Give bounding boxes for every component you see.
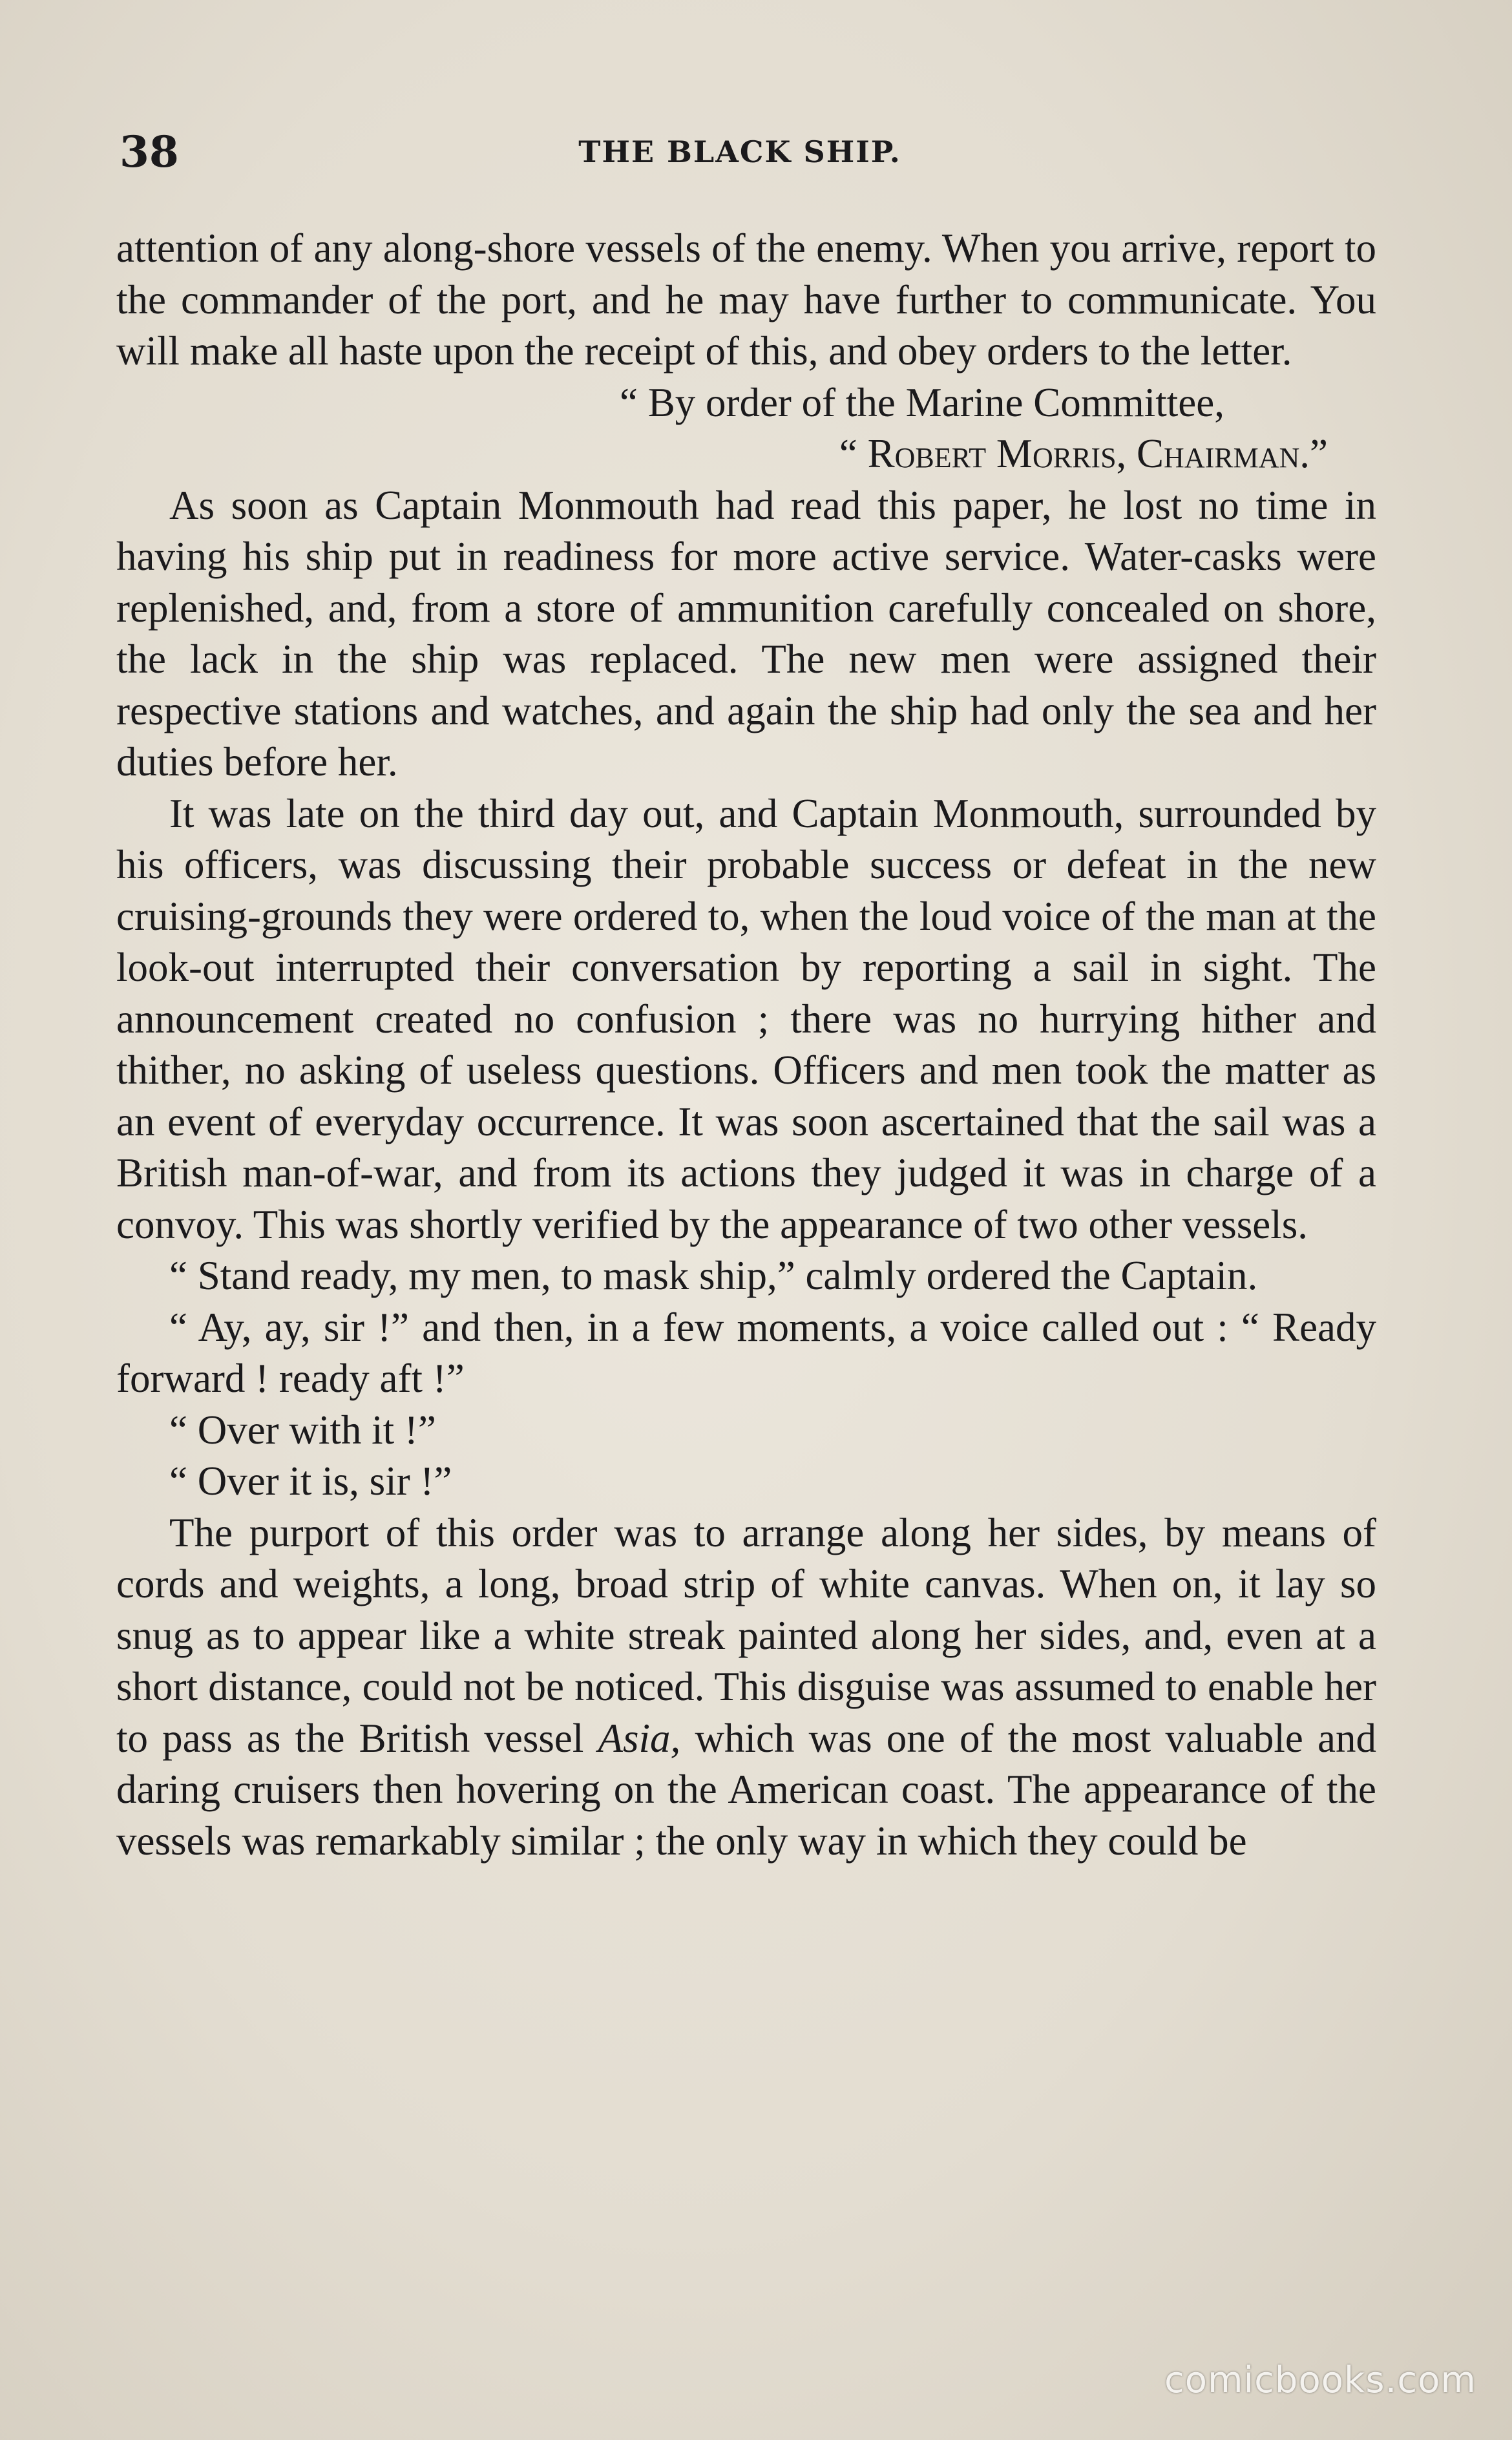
ship-name-asia: Asia,: [598, 1715, 681, 1761]
disguise-text-a: The purport of this order was to arrange along her sides, by means of cords and weights, a long, broad strip of white canvas. When on, it lay so snug as to appear like a white streak painted along her sides, and, even at a short distance, could not be noticed. This disguise was assumed to enable her to pass as the British vessel: [116, 1509, 1376, 1761]
paragraph-preparation: As soon as Captain Monmouth had read this paper, he lost no time in having his ship put in readiness for more active service. Water-casks were replenished, and, from a store of ammunition carefully concealed on shore, the lack in the ship was replaced. The new men were assigned their respective stations and watches, and again the ship had only the sea and her duties before her.: [116, 482, 1376, 784]
running-title: THE BLACK SHIP.: [578, 134, 901, 169]
dialogue-ay-ay: “ Ay, ay, sir !” and then, in a few moments, a voice called out : “ Ready forward ! ready aft !”: [116, 1304, 1376, 1401]
body-text: [116, 223, 1376, 1867]
signature-line-chairman: “ Robert Morris, Chairman.”: [839, 431, 1328, 476]
disguise-text-b: which was one of the most valuable and daring cruisers then hovering on the American coast. The appearance of the vessels was remarkably similar ; the only way in which they could be: [116, 1715, 1377, 1864]
paragraph-letter-end: attention of any along-shore vessels of the enemy. When you arrive, report to the commander of the port, and he may have further to communicate. You will make all haste upon the receipt of this, and obey orders to the letter.: [116, 226, 1376, 373]
signature-line-committee: “ By order of the Marine Committee,: [620, 379, 1224, 425]
paragraph-sail-sighted: It was late on the third day out, and Captain Monmouth, surrounded by his officers, was discussing their probable success or defeat in the new cruising-grounds they were ordered to, when the loud voice of the man at the look-out interrupted their conversation by reporting a sail in sight. The announcement created no confusion ; there was no hurrying hither and thither, no asking of useless questions. Officers and men took the matter as an event of everyday occurrence. It was soon ascertained that the sail was a British man-of-war, and from its actions they judged it was in charge of a convoy. This was shortly verified by the appearance of two other vessels.: [116, 790, 1376, 1247]
page-number: 38: [120, 127, 179, 177]
dialogue-over-it-is: “ Over it is, sir !”: [169, 1458, 452, 1504]
watermark: comicbooks.com: [1164, 2359, 1476, 2401]
page-header: [120, 126, 1360, 178]
paragraph-disguise: [116, 1508, 1376, 1867]
dialogue-over-with-it: “ Over with it !”: [169, 1407, 436, 1453]
dialogue-mask-ship: “ Stand ready, my men, to mask ship,” calmly ordered the Captain.: [169, 1253, 1258, 1298]
